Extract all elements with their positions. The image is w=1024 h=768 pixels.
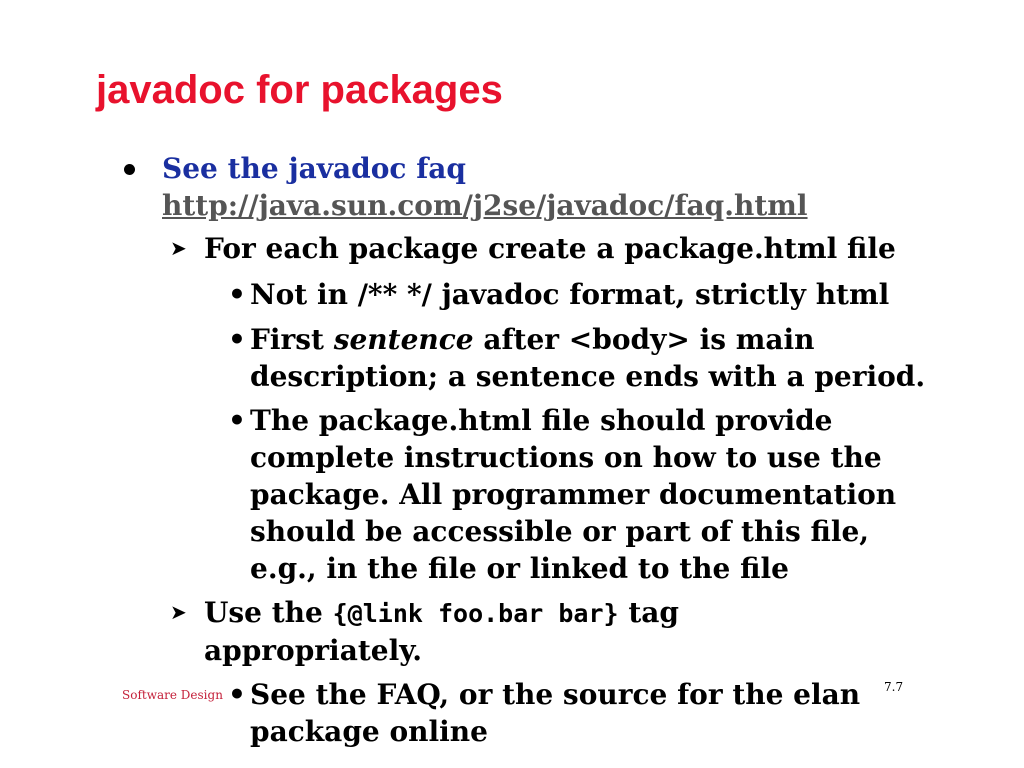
bullet-package-html — [170, 230, 924, 267]
footer-course-name: Software Design — [122, 688, 223, 702]
bullet-link-tag — [170, 594, 924, 669]
dot-bullet-icon: • — [228, 678, 246, 711]
sub-bullet-first-sentence — [228, 321, 930, 395]
sub-bullet-text-a: See the FAQ, or the source for the elan — [250, 678, 861, 711]
arrow-bullet-icon: ➤ — [170, 236, 187, 260]
sub-bullet-line: e.g., in the file or linked to the file — [250, 552, 789, 585]
sub-bullet-text-c: description; a sentence ends with a period. — [250, 360, 926, 393]
arrow-bullet-icon: ➤ — [170, 600, 187, 624]
bullet-text: For each package create a package.html file — [204, 232, 896, 265]
link-tag-code: {@link foo.bar bar} — [332, 599, 619, 628]
dot-bullet-icon: • — [228, 404, 246, 437]
sub-bullet-format — [228, 276, 930, 313]
sub-bullet-text-b: after <body> is main — [473, 323, 815, 356]
footer-page-number: 7.7 — [884, 680, 904, 694]
sub-bullet-line: complete instructions on how to use the — [250, 441, 882, 474]
sub-bullet-emphasis: sentence — [333, 323, 474, 356]
faq-heading: See the javadoc faq — [162, 152, 466, 185]
dot-bullet-icon: • — [228, 278, 246, 311]
bullet-text-b: tag — [618, 596, 679, 629]
bullet-faq — [162, 150, 922, 224]
sub-bullet-line: The package.html file should provide — [250, 404, 833, 437]
sub-bullet-text-b: package online — [250, 715, 488, 748]
circle-bullet-icon — [124, 164, 135, 175]
slide-title: javadoc for packages — [96, 68, 503, 112]
faq-link[interactable]: http://java.sun.com/j2se/javadoc/faq.html — [162, 189, 808, 222]
sub-bullet-faq-source — [228, 676, 930, 750]
bullet-text-c: appropriately. — [204, 634, 423, 667]
bullet-text-a: Use the — [204, 596, 333, 629]
dot-bullet-icon: • — [228, 323, 246, 356]
sub-bullet-text: Not in /** */ javadoc format, strictly html — [250, 278, 890, 311]
sub-bullet-line: package. All programmer documentation — [250, 478, 897, 511]
sub-bullet-line: should be accessible or part of this file, — [250, 515, 870, 548]
sub-bullet-text-a: First — [250, 323, 334, 356]
sub-bullet-package-doc — [228, 402, 930, 587]
